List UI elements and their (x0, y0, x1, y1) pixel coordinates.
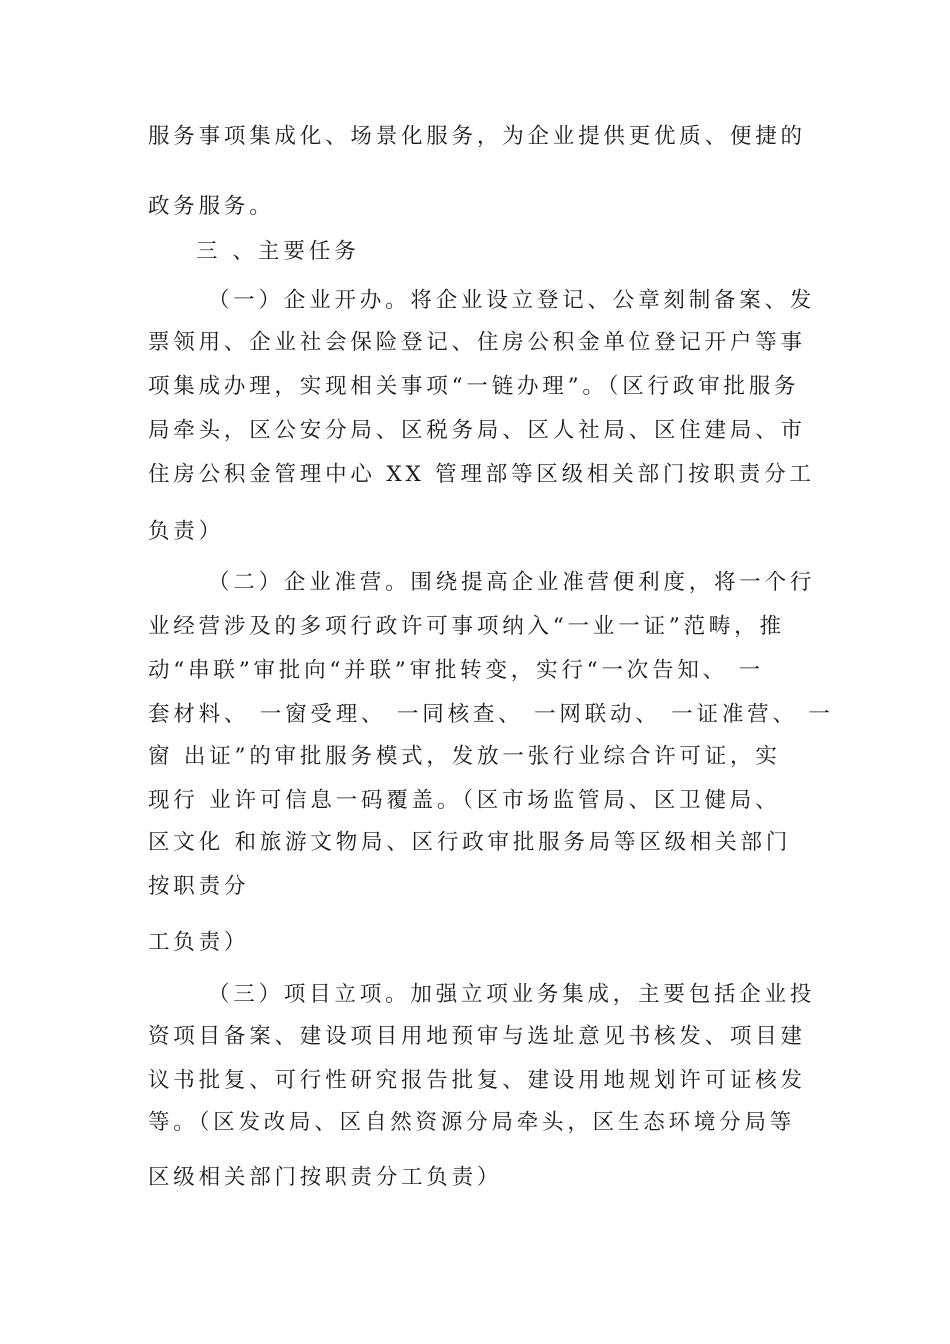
text-line: 区级相关部门按职责分工负责） (148, 1165, 503, 1190)
text-line: 资项目备案、建设项目用地预审与选址意见书核发、项目建 (148, 1024, 806, 1049)
text-line: 局牵头，区公安分局、区税务局、区人社局、区住建局、市 (148, 418, 806, 443)
text-line: 套材料、 一窗受理、 一同核查、 一网联动、 一证准营、 一 (148, 702, 834, 727)
text-line: 业经营涉及的多项行政许可事项纳入“一业一证”范畴，推 (148, 614, 785, 639)
text-line: 等。（区发改局、区自然资源分局牵头，区生态环境分局等 (148, 1110, 796, 1135)
text-line: 动“串联”审批向“并联”审批转变，实行“一次告知、 一 (148, 658, 764, 683)
text-line: 议书批复、可行性研究报告批复、建设用地规划许可证核发 (148, 1068, 806, 1093)
text-line: 现行 业许可信息一码覆盖。（区市场监管局、区卫健局、 (148, 788, 781, 813)
text-line: 工负责） (148, 930, 250, 955)
text-line: 票领用、企业社会保险登记、住房公积金单位登记开户等事 (148, 330, 806, 355)
paragraph-start: （一）企业开办。将企业设立登记、公章刻制备案、发 (208, 288, 816, 313)
paragraph-start: （二）企业准营。围绕提高企业准营便利度，将一个行 (208, 570, 816, 595)
text-line: 窗 出证”的审批服务模式，发放一张行业综合许可证，实 (148, 744, 781, 769)
text-line: 区文化 和旅游文物局、区行政审批服务局等区级相关部门 (148, 830, 792, 855)
text-line: 住房公积金管理中心 XX 管理部等区级相关部门按职责分工 (148, 462, 815, 487)
text-line: 政务服务。 (148, 194, 275, 219)
text-line: 项集成办理，实现相关事项“一链办理”。（区行政审批服务 (148, 374, 800, 399)
paragraph-start: （三）项目立项。加强立项业务集成，主要包括企业投 (208, 982, 816, 1007)
text-line: 按职责分 (148, 874, 250, 899)
section-heading: 三 、主要任务 (196, 239, 360, 264)
text-line: 负责） (148, 519, 224, 544)
text-line: 服务事项集成化、场景化服务，为企业提供更优质、便捷的 (148, 124, 806, 149)
